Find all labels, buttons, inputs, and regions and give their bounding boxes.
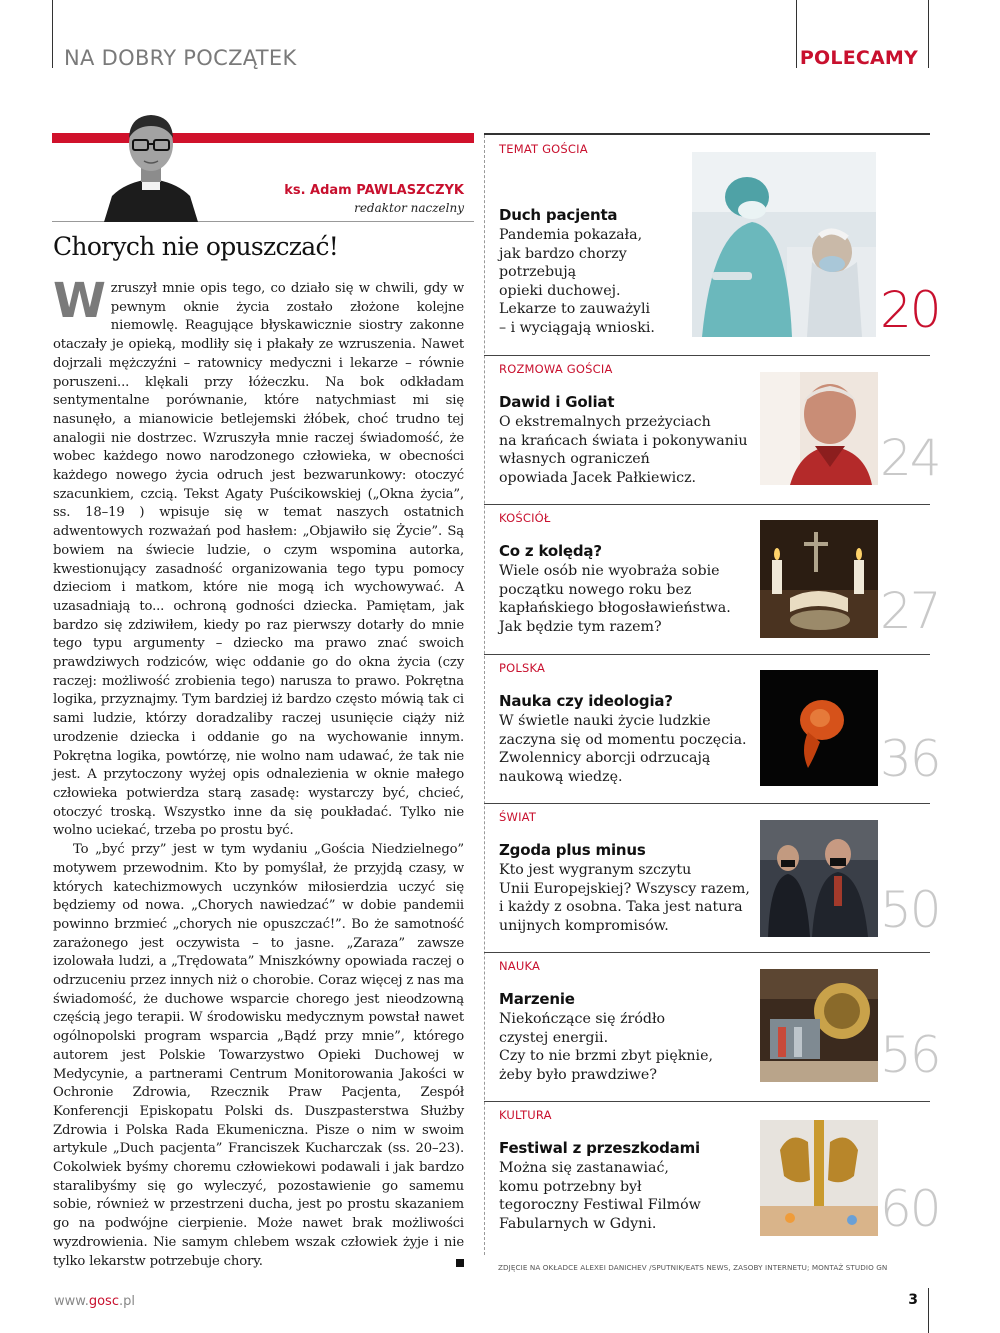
politicians-photo[interactable] <box>760 820 878 937</box>
item-description-line: potrzebują <box>499 264 577 280</box>
reactor-photo[interactable] <box>760 969 878 1082</box>
item-description-line: unijnych kompromisów. <box>499 917 669 934</box>
item-description-line: na krańcach świata i pokonywaniu <box>499 432 748 449</box>
item-category: POLSKA <box>499 661 546 675</box>
end-mark-icon <box>456 1259 464 1267</box>
item-description-line: żeby było prawdziwe? <box>499 1066 657 1083</box>
url-domain: gosc <box>88 1294 119 1309</box>
header-left-rule <box>52 0 53 68</box>
item-page-number: 50 <box>880 881 940 939</box>
item-separator <box>484 1101 930 1102</box>
item-separator <box>484 355 930 356</box>
item-description-line: Wiele osób nie wyobraża sobie <box>499 563 720 579</box>
item-category: NAUKA <box>499 959 541 973</box>
item-description <box>499 1159 701 1233</box>
item-description-line: – i wyciągają wnioski. <box>499 319 655 336</box>
paragraph-1 <box>53 273 464 841</box>
item-description-line: Pandemia pokazała, <box>499 227 643 243</box>
recommended-top-rule <box>484 133 930 135</box>
item-description-line: komu potrzebny był <box>499 1178 642 1195</box>
section-label: NA DOBRY POCZĄTEK <box>64 46 297 70</box>
item-page-number: 27 <box>880 582 940 640</box>
item-description-line: Zwolennicy aborcji odrzucają <box>499 750 711 766</box>
header-right-rule-a <box>796 0 797 68</box>
author-role: redaktor naczelny <box>354 201 464 215</box>
item-description-line: naukową wiedzę. <box>499 768 623 785</box>
item-title[interactable]: Dawid i Goliat <box>499 393 615 411</box>
paragraph-1-text: zruszył mnie opis tego, co działo się w chwili, gdy w pewnym oknie życia zostało złożone kolejne niemowlę. Reagujące błyskawicznie siostry zakonne otaczały je opieką, modliły się i płakały ze wzruszenia. Nawet dojrzali mężczyźni – ratownicy medyczni i lekarze – równie poruszeni... klękali przy łóżeczku. Na bok odkładam sentymentalne porównanie, które natychmiast mi się nasunęło, a mianowicie betlejemski żłóbek, choć trudno tej analogii nie dostrzec. Wzruszyła mnie raczej świadomość, że wobec każdego nowo narodzonego człowieka, w obecności każdego nowego życia odruch jest bezwarunkowy: otoczyć szacunkiem, czcią. Tekst Agaty Puścikowskiej („Okna życia”, ss. 18–19 ) wpisuje się w temat naszych ostatnich adwentowych rozważań pod hasłem: „Objawiło się Życie”. Są bowiem na świecie ludzie, o czym wspomina autorka, kwestionujący zasadność organizowania tego typu pomocy dzieciom i matkom, które nie mogą ich wychowywać. A uzasadniają to... ochroną godności dziecka. Pamiętam, jak bardzo się zdziwiłem, kiedy po raz pierwszy dotarły do mnie tego typu argumenty – dziecko ma prawo znać swoich prawdziwych rodziców, więc oddanie go do okna życia (czy raczej: możliwość zrobienia tego) narusza to prawo. Pokrętna logika, przyznajmy. Tym bardziej iż bardzo często mówią tak ci sami ludzie, którzy doradzaliby raczej usunięcie ciąży niż urodzenie dziecka i oddanie go na wychowanie innym. Pokrętna logika, powtórzę, nie wolno nam udawać, że tak nie jest. A przytoczony wyżej opis odnalezienia w oknie małego człowieka potwierdza starą zasadę: wystarczy być, chcieć, otoczyć troską. Wszystko inne da się poukładać. Tylko nie wolno uciekać, trzeba po prostu być. <box>53 281 464 839</box>
author-portrait <box>104 104 198 222</box>
item-separator <box>484 654 930 655</box>
item-description-line: W świetle nauki życie ludzkie <box>499 713 711 729</box>
item-page-number: 56 <box>880 1026 940 1084</box>
column-divider <box>484 135 485 1255</box>
item-description-line: O ekstremalnych przeżyciach <box>499 414 711 430</box>
item-page-number: 20 <box>880 281 940 339</box>
paragraph-2 <box>53 841 464 1271</box>
item-description-line: opowiada Jacek Pałkiewicz. <box>499 469 697 486</box>
photo-credit: ZDJĘCIE NA OKŁADCE ALEXEI DANICHEV /SPUTNIK/EATS NEWS, ZASOBY INTERNETU; MONTAŻ STUDIO GN <box>498 1263 888 1272</box>
item-category: KULTURA <box>499 1108 552 1122</box>
editorial-body <box>53 273 464 1271</box>
dropcap: W <box>53 273 106 329</box>
item-description <box>499 1010 713 1084</box>
item-description-line: zaczyna się od momentu poczęcia. <box>499 731 747 748</box>
url-suffix: .pl <box>118 1294 135 1309</box>
item-category: KOŚCIÓŁ <box>499 511 551 525</box>
portrait-photo[interactable] <box>760 372 878 485</box>
item-description-line: Niekończące się źródło <box>499 1011 666 1027</box>
item-description <box>499 562 731 636</box>
item-description-line: Fabularnych w Gdyni. <box>499 1215 657 1232</box>
item-description-line: czystej energii. <box>499 1029 609 1046</box>
hospital-photo[interactable] <box>692 152 876 337</box>
item-description-line: początku nowego roku bez <box>499 581 692 598</box>
item-description <box>499 712 747 786</box>
item-title[interactable]: Zgoda plus minus <box>499 841 646 859</box>
editorial-title: Chorych nie opuszczać! <box>53 232 339 261</box>
item-page-number: 36 <box>880 730 940 788</box>
item-title[interactable]: Marzenie <box>499 990 575 1008</box>
item-title[interactable]: Nauka czy ideologia? <box>499 692 673 710</box>
item-category: ROZMOWA GOŚCIA <box>499 362 613 376</box>
recommended-label: POLECAMY <box>799 47 918 69</box>
item-description <box>499 226 655 337</box>
website-link[interactable] <box>54 1294 135 1309</box>
item-description-line: tegoroczny Festiwal Filmów <box>499 1197 701 1213</box>
item-category: TEMAT GOŚCIA <box>499 142 588 156</box>
item-description <box>499 413 748 487</box>
item-description-line: Unii Europejskiej? Wszyscy razem, <box>499 880 750 897</box>
item-separator <box>484 952 930 953</box>
item-separator <box>484 803 930 804</box>
item-title[interactable]: Co z kolędą? <box>499 542 602 560</box>
candles-photo[interactable] <box>760 520 878 638</box>
item-description-line: Kto jest wygranym szczytu <box>499 862 692 878</box>
item-description-line: jak bardzo chorzy <box>499 245 627 262</box>
item-description-line: Można się zastanawiać, <box>499 1160 669 1176</box>
item-page-number: 24 <box>880 429 940 487</box>
item-title[interactable]: Duch pacjenta <box>499 206 618 224</box>
author-name: ks. Adam PAWLASZCZYK <box>284 183 464 198</box>
item-description-line: własnych ograniczeń <box>499 451 650 467</box>
item-category: ŚWIAT <box>499 810 537 824</box>
item-page-number: 60 <box>880 1180 940 1238</box>
footer-rule <box>928 1288 929 1333</box>
header-right-rule-b <box>928 0 929 68</box>
item-description-line: Jak będzie tym razem? <box>499 618 662 635</box>
item-separator <box>484 504 930 505</box>
item-description-line: Czy to nie brzmi zbyt pięknie, <box>499 1048 714 1064</box>
item-description <box>499 861 750 935</box>
item-description-line: i każdy z osobna. Taka jest natura <box>499 899 743 915</box>
page-number: 3 <box>908 1292 918 1308</box>
item-title[interactable]: Festiwal z przeszkodami <box>499 1139 700 1157</box>
item-description-line: kapłańskiego błogosławieństwa. <box>499 600 731 616</box>
author-block <box>284 183 464 215</box>
item-description-line: opieki duchowej. <box>499 282 621 299</box>
lions-trophy-photo[interactable] <box>760 1120 878 1236</box>
url-prefix: www. <box>54 1294 89 1309</box>
embryo-photo[interactable] <box>760 670 878 786</box>
paragraph-2-text: To „być przy” jest w tym wydaniu „Gościa Niedzielnego” motywem przewodnim. Kto by pomyślał, że przyjdą czasy, w których katechizmowych uczynków miłosierdzia uczyć się będziemy od nowa. „Chorych nawiedzać” w dobie pandemii powinno brzmieć „chorych nie opuszczać!”. Bo że samotność zarażonego jest oczywista – to jasne. „Zaraza” zawsze izolowała ludzi, a „Trędowata” Mniszkówny opowiada raczej o odrzuceniu przez innych niż o chorobie. Coraz więcej z nas ma świadomość, że duchowe wsparcie chorego jest nieodzowną częścią jego terapii. W środowisku medycznym powstał nawet ogólnopolski program wsparcia „Bądź przy mnie”, którego autorem jest Polskie Towarzystwo Opieki Duchowej w Medycynie, a partnerami Centrum Monitorowania Jakości w Ochronie Zdrowia, Rzecznik Praw Pacjenta, Zespół Konferencji Episkopatu Polski ds. Duszpasterstwa Służby Zdrowia i Polska Rada Ekumeniczna. Pisze o nim w swoim artykule „Duch pacjenta” Franciszek Kucharczak (ss. 20–23). Cokolwiek byśmy choremu człowiekowi podawali i jak bardzo staralibyśmy się go wyleczyć, pozostawienie go samemu sobie, również w przestrzeni ducha, jest po prostu skazaniem go na podwójne cierpienie. Może nawet brak możliwości wyzdrowienia. Nie samym chlebem wszak człowiek żyje i nie tylko lekarstw potrzebuje chory. <box>53 842 464 1269</box>
item-description-line: Lekarze to zauważyli <box>499 301 651 317</box>
